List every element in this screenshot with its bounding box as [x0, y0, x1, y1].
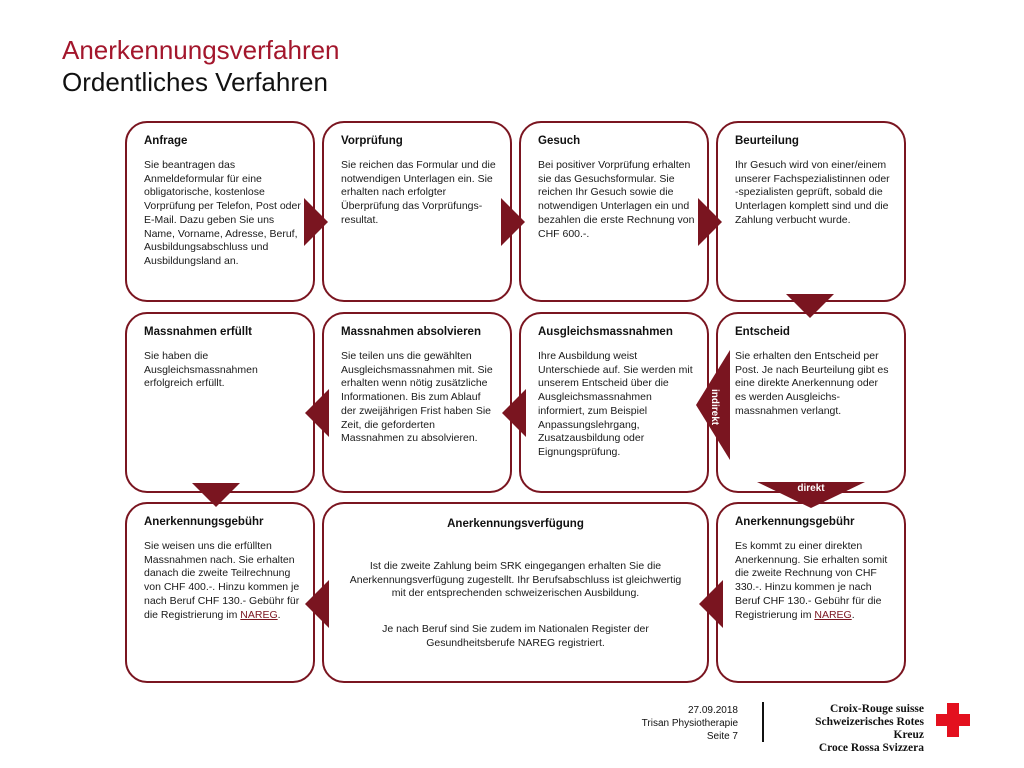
step-text: Sie teilen uns die gewählten Ausgleichsmassnahmen mit. Sie erhalten wenn nötig zusätzliche Informationen. Bis zum Ablauf der zweijährigen Frist haben Sie Zeit, die geforderten Massnahmen zu absolvieren.: [341, 350, 493, 445]
step-text: Ihr Gesuch wird von einer/einem unserer Fachspezialistinnen oder -spezialisten geprüft, sobald die Unterlagen komplett sind und die Zahlung verbucht wurde.: [735, 159, 890, 226]
arrow-down-icon: [786, 294, 834, 318]
step-text: Sie erhalten den Entscheid per Post. Je nach Beurteilung gibt es eine direkte Anerkennung oder es werden Ausgleichs-massnahmen verlangt.: [735, 350, 889, 417]
step-text: Ihre Ausbildung weist Unterschiede auf. Sie werden mit unserem Entscheid über die Ausgleichsmassnahmen informiert, zum Beispiel Anpassungslehrgang, Zusatzausbildung oder Eignungsprüfung.: [538, 350, 693, 458]
step-vorpruefung: [322, 121, 512, 302]
step-entscheid: [716, 312, 906, 493]
footer-author: Trisan Physiotherapie: [641, 718, 738, 729]
footer-date: 27.09.2018: [687, 705, 738, 716]
footer-divider: [762, 702, 764, 742]
step-massnahmen-absolvieren: [322, 312, 512, 493]
nareg-link[interactable]: NAREG: [814, 608, 852, 621]
step-heading: Ausgleichsmassnahmen: [538, 326, 673, 338]
arrow-left-icon: [305, 389, 329, 437]
step-heading: Anfrage: [144, 135, 188, 147]
step-heading: Massnahmen absolvieren: [341, 326, 481, 338]
step-beurteilung: [716, 121, 906, 302]
step-anfrage: [125, 121, 315, 302]
step-heading: Gesuch: [538, 135, 581, 147]
step-text: Bei positiver Vorprüfung erhalten sie das Gesuchsformular. Sie reichen Ihr Gesuch sowie die notwendigen Unterlagen ein und bezahlen die erste Rechnung von CHF 600.-.: [538, 159, 695, 240]
step-text: Sie haben die Ausgleichsmassnahmen erfolgreich erfüllt.: [144, 350, 258, 390]
step-heading: Entscheid: [735, 326, 790, 338]
slide-subtitle: Ordentliches Verfahren: [62, 67, 328, 97]
nareg-link[interactable]: NAREG: [240, 608, 278, 621]
indirect-label: indirekt: [709, 388, 720, 426]
org-name-it: Croce Rossa Svizzera: [818, 742, 924, 754]
arrow-right-icon: [698, 198, 722, 246]
arrow-down-icon: [192, 483, 240, 507]
step-anerkennungsgebuehr-right: [716, 502, 906, 683]
step-heading: Vorprüfung: [341, 135, 403, 147]
step-heading: Beurteilung: [735, 135, 799, 147]
direct-label: direkt: [797, 483, 825, 494]
arrow-right-icon: [304, 198, 328, 246]
arrow-right-icon: [501, 198, 525, 246]
slide-title: Anerkennungsverfahren: [62, 35, 340, 65]
step-heading: Anerkennungsgebühr: [144, 516, 264, 528]
footer-info: [600, 704, 738, 743]
step-text: Sie reichen das Formular und die notwendigen Unterlagen ein. Sie erhalten nach erfolgter Überprüfung das Vorprüfungs-resultat.: [341, 159, 496, 226]
slide-title-block: [62, 34, 340, 98]
step-heading: Anerkennungsgebühr: [735, 516, 855, 528]
arrow-left-icon: [699, 580, 723, 628]
step-text: Sie weisen uns die erfüllten Massnahmen nach. Sie erhalten danach die zweite Teilrechnung von CHF 400.-. Hinzu kommen je nach Beruf CHF 130.- Gebühr für die Registrierung im NAREG.: [144, 540, 300, 621]
org-name-fr: Croix-Rouge suisse: [829, 703, 924, 715]
step-text: Sie beantragen das Anmeldeformular für eine obligatorische, kostenlose Vorprüfung per Telefon, Post oder E-Mail. Dazu geben Sie uns Name, Vorname, Adresse, Beruf, Ausbildungsabschluss und Ausbildungsland an.: [144, 159, 301, 267]
step-heading: Massnahmen erfüllt: [144, 326, 252, 338]
step-ausgleichsmassnahmen: [519, 312, 709, 493]
step-anerkennungsverfuegung: [322, 502, 709, 683]
footer-page-number: Seite 7: [706, 731, 738, 742]
org-name-de: Schweizerisches Rotes Kreuz: [815, 716, 924, 741]
step-anerkennungsgebuehr-left: [125, 502, 315, 683]
arrow-left-icon: [502, 389, 526, 437]
step-gesuch: [519, 121, 709, 302]
step-text: Ist die zweite Zahlung beim SRK eingegangen erhalten Sie die Anerkennungsverfügung zugestellt. Ihr Berufsabschluss ist gleichwertig mit der entsprechenden schweizerischen Ausbildung.: [349, 560, 682, 600]
step-text-nareg: Je nach Beruf sind Sie zudem im Nationalen Register der Gesundheitsberufe NAREG registriert.: [382, 623, 649, 649]
step-massnahmen-erfuellt: [125, 312, 315, 493]
red-cross-logo-icon: [936, 703, 970, 737]
step-text: Es kommt zu einer direkten Anerkennung. Sie erhalten somit die zweite Rechnung von CHF 330.-. Hinzu kommen je nach Beruf CHF 130.- Gebühr für die Registrierung im NAREG.: [735, 540, 888, 621]
org-name: [782, 703, 924, 755]
arrow-left-icon: [305, 580, 329, 628]
step-heading: Anerkennungsverfügung: [447, 518, 584, 530]
